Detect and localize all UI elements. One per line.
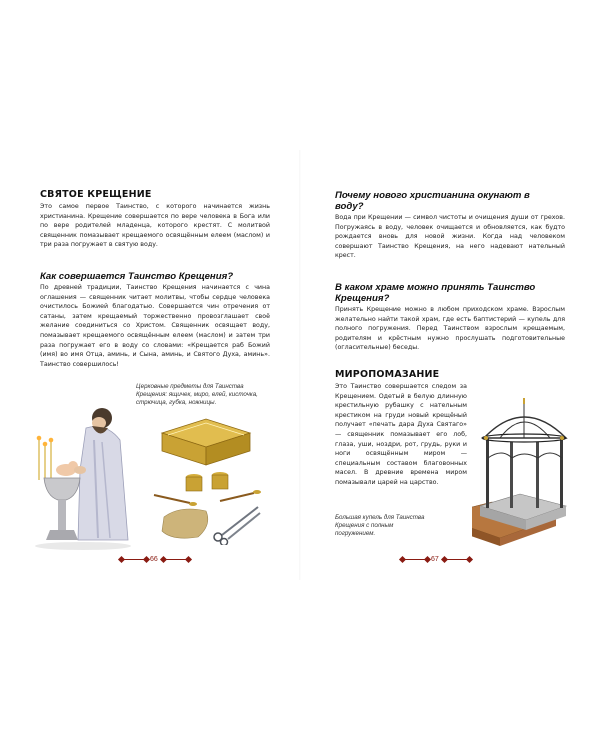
page-number-right: 67 <box>431 556 439 563</box>
page-number-left: 66 <box>150 556 158 563</box>
baptism-rite-text: По древней традиции, Таинство Крещения начинается с чина оглашения — священник читает молитвы, чтобы сердце человека очистилось Божией благодатью. Совершается чин отречения от сатаны, затем крещаемый торжественно провозглашает своё желание соединиться со Христом. Священник освящает воду, помазывает крещаемого освящённым елеем (маслом) и затем три раза погружает его в воду со словами: «Крещается раб Божий (имя) во имя Отца, аминь, и Сына, аминь, и Святого Духа, аминь». Таинство совершилось! <box>40 284 270 368</box>
question-church-text: Принять Крещение можно в любом приходском храме. Взрослым желательно найти такой храм, где есть баптистерий — купель для полного погружения. Перед Таинством взрослым крещаемым, родителям и крёстным нужно прослушать подготовительные (огласительные) беседы. <box>335 306 565 352</box>
chrismation-text: Это Таинство совершается следом за Крещением. Одетый в белую длинную крестильную рубашку с нательным крестиком на груди новый крещёный получает «печать дара Духа Святаго» — священник помазывает его лоб, глаза, уши, ноздри, рот, грудь, руки и ноги освящённым миром — специальным составом благовонных масел. В древние времена миром помазывали царей на царство. <box>335 383 467 486</box>
baptism-intro-text: Это самое первое Таинство, с которого начинается жизнь христианина. Крещение совершается по вере человека в Бога или по вере родителей младенца, которого крестят. С молитвой священник помазывает крещаемого освящённым елеем (маслом) и три раза погружает в святую воду. <box>40 203 270 249</box>
section-heading-chrismation: МИРОПОМАЗАНИЕ <box>335 369 440 380</box>
baptistery-font-illustration <box>472 398 572 548</box>
question-immersion-text: Вода при Крещении — символ чистоты и очищения души от грехов. Погружаясь в воду, человек очищается и обновляется, как будто рождается вновь для новой жизни. Когда над человеком совершают Таинство Крещения, на него надевают нательный крест. <box>335 214 565 260</box>
question-church-heading: В каком храме можно принять Таинство Крещения? <box>335 282 536 304</box>
subheading-how-baptism: Как совершается Таинство Крещения? <box>40 271 234 282</box>
priest-baptizing-illustration <box>28 400 138 550</box>
folio-ornament-left <box>403 559 427 560</box>
question-immersion-heading: Почему нового христианина окунают в воду? <box>335 190 530 212</box>
church-items-illustration <box>150 405 275 545</box>
section-heading-baptism: СВЯТОЕ КРЕЩЕНИЕ <box>40 189 152 200</box>
folio-ornament-right <box>164 559 188 560</box>
folio-ornament-right <box>445 559 469 560</box>
font-caption: Большая купель для Таинства Крещения с полным погружением. <box>335 514 425 537</box>
right-page <box>300 0 600 750</box>
church-items-caption: Церковные предметы для Таинства Крещения: ящичек, миро, елей, кисточка, стрючица, губка, ножницы. <box>136 383 258 406</box>
folio-ornament-left <box>122 559 146 560</box>
